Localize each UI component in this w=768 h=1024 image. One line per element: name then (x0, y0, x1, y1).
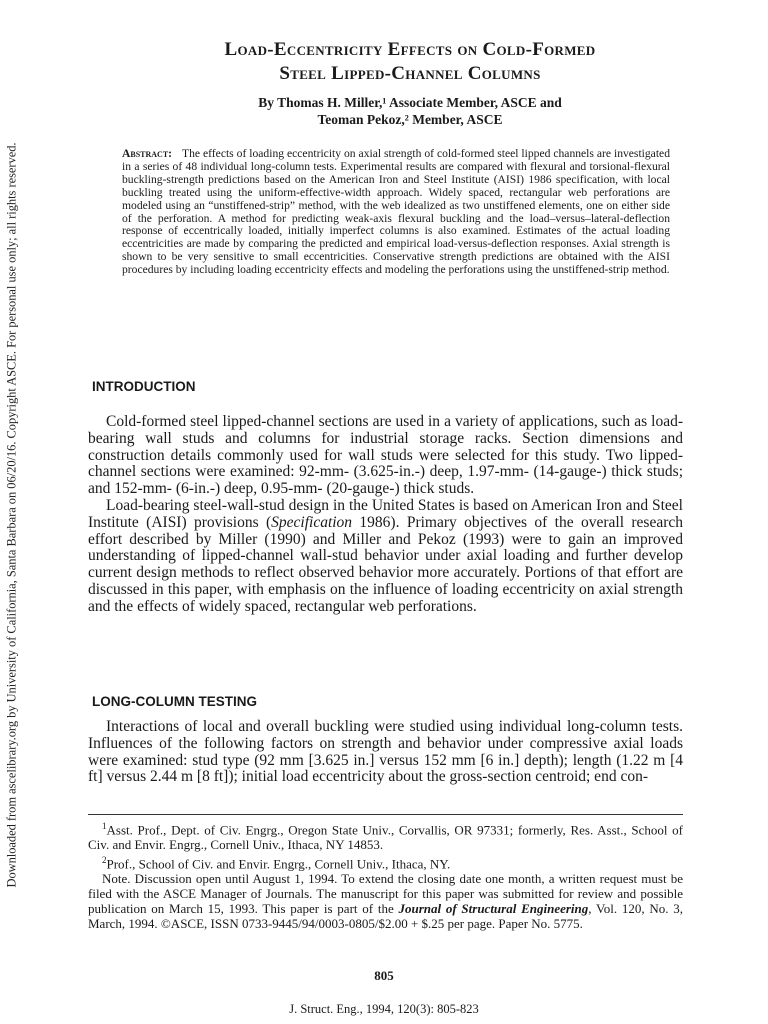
citation: J. Struct. Eng., 1994, 120(3): 805-823 (289, 1002, 479, 1016)
download-notice-text: Downloaded from ascelibrary.org by University of California, Santa Barbara on 06/20/16. Copyright ASCE. For personal use only; all rights reserved. (4, 142, 19, 888)
note-text-a: Note. Discussion open until August 1, 1994. To extend the closing date one month, a written request must be filed with the ASCE Manager of Journals. The manuscript for this paper was submitted for review and possible publication on March 15, 1993. This paper is part of the (88, 871, 683, 917)
abstract (122, 148, 670, 277)
long-column-body (88, 719, 683, 786)
intro-p2-text-a: Load-bearing steel-wall-stud design in the United States is based on American Iron and Steel Institute (AISI) provisions ( (88, 496, 683, 531)
footnote-1 (88, 819, 683, 853)
long-column-heading: LONG-COLUMN TESTING (92, 694, 257, 709)
introduction-body (88, 414, 683, 616)
introduction-heading: INTRODUCTION (92, 379, 196, 394)
footnote-divider (88, 814, 683, 815)
footnote-2-text: Prof., School of Civ. and Envir. Engrg., Cornell Univ., Ithaca, NY. (106, 856, 451, 872)
note-text-b: , Vol. 120, No. 3, March, 1994. ©ASCE, ISSN 0733-9445/94/0003-0805/$2.00 + $.25 per page. Paper No. 5775. (88, 901, 683, 932)
discussion-note (88, 872, 683, 932)
footnote-1-mark: 1 (102, 821, 107, 831)
footnotes (88, 819, 683, 932)
abstract-label: Abstract: (122, 147, 173, 160)
abstract-text: The effects of loading eccentricity on axial strength of cold-formed steel lipped channels are investigated in a series of 48 individual long-column tests. Experimental results are compared with flexural and torsional-flexural buckling-strength predictions based on the American Iron and Steel Institute (AISI) 1986 specification, with local buckling treated using the uniform-effective-width approach. Widely spaced, rectangular web perforations are modeled using an “unstiffened-strip” method, with the web idealized as two unstiffened elements, one on either side of the perforation. A method for predicting weak-axis flexural buckling and the load–versus–lateral-deflection response of eccentrically loaded, initially imperfect columns is also examined. Estimates of the actual loading eccentricities are made by comparing the predicted and empirical load-versus-deflection responses. Axial strength is shown to be very sensitive to small eccentricities. Conservative strength predictions are obtained with the AISI procedures by including loading eccentricity effects and modeling the perforations using the unstiffened-strip method. (122, 147, 670, 277)
intro-paragraph-2 (88, 498, 683, 616)
footnote-2-mark: 2 (102, 855, 107, 866)
specification-ref: Specification (271, 513, 353, 531)
intro-paragraph-1: Cold-formed steel lipped-channel sections are used in a variety of applications, such as load-bearing wall studs and columns for industrial storage racks. Section dimensions and construction details commonly used for wall studs were selected for this study. Two lipped-channel sections were examined: 92-mm- (3.625-in.-) deep, 1.97-mm- (14-gauge-) thick studs; and 152-mm- (6-in.-) deep, 0.95-mm- (20-gauge-) thick studs. (88, 413, 683, 498)
author-block (60, 94, 760, 128)
page-number: 805 (374, 968, 394, 983)
download-notice (3, 0, 21, 1024)
paper-title (60, 38, 760, 86)
authors-line-2: Teoman Pekoz,² Member, ASCE (317, 112, 503, 127)
intro-p2-text-b: 1986). Primary objectives of the overall research effort described by Miller (1990) and Miller and Pekoz (1993) were to gain an improved understanding of lipped-channel wall-stud behavior under axial loading and further develop current design methods to reflect observed behavior more accurately. Portions of that effort are discussed in this paper, with emphasis on the influence of loading eccentricity on axial strength and the effects of widely spaced, rectangular web perforations. (88, 513, 683, 615)
title-line-2: Steel Lipped-Channel Columns (279, 63, 541, 84)
footnote-2 (88, 853, 683, 872)
journal-name: Journal of Structural Engineering (398, 901, 589, 917)
title-line-1: Load-Eccentricity Effects on Cold-Formed (224, 39, 596, 60)
footnote-1-text: Asst. Prof., Dept. of Civ. Engrg., Oregon State Univ., Corvallis, OR 97331; formerly, Res. Asst., School of Civ. and Envir. Engrg., Cornell Univ., Ithaca, NY 14853. (88, 822, 683, 853)
long-column-paragraph-1: Interactions of local and overall buckling were studied using individual long-column tests. Influences of the following factors on strength and behavior under compressive axial loads were examined: stud type (92 mm [3.625 in.] versus 152 mm [6 in.] depth); length (1.22 m [4 ft] versus 2.44 m [8 ft]); initial load eccentricity about the gross-section centroid; end con- (88, 718, 683, 786)
authors-line-1: By Thomas H. Miller,¹ Associate Member, ASCE and (258, 95, 562, 110)
